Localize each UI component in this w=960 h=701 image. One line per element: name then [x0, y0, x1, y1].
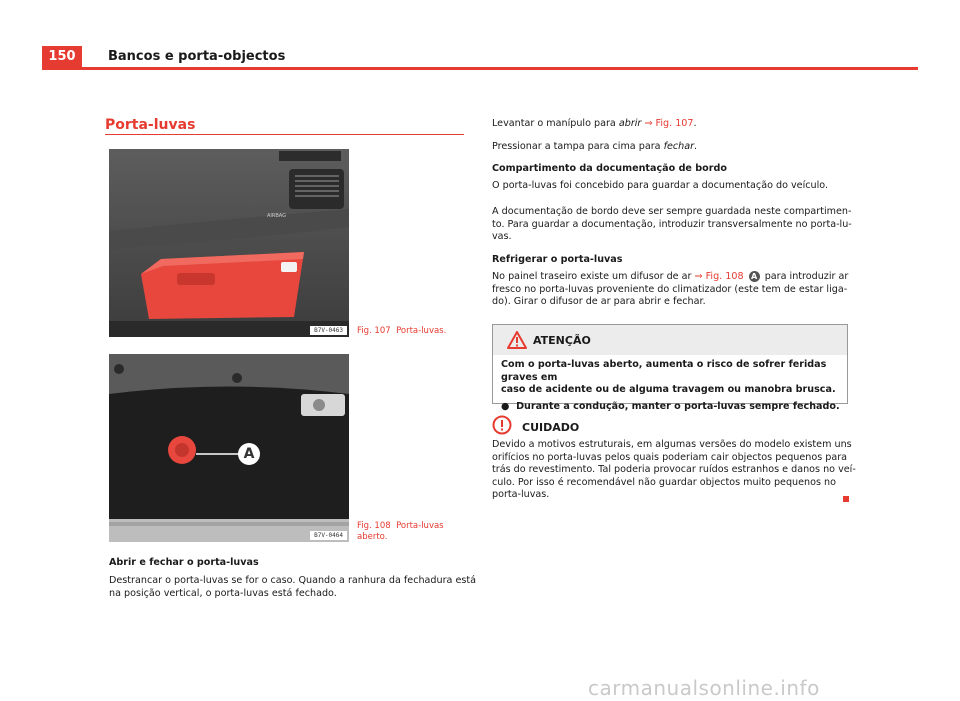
- figure-108-caption-line2: aberto.: [357, 532, 388, 542]
- instruction-close: [492, 141, 697, 154]
- figure-107-image: [109, 149, 349, 337]
- section-rule: [105, 134, 464, 135]
- documents-paragraph-2: [492, 206, 852, 244]
- warning-line: caso de acidente ou de alguma travagem ou manobra brusca.: [501, 384, 836, 396]
- text-run: No painel traseiro existe um difusor de ar: [492, 271, 695, 282]
- figure-107-link[interactable]: ⇒ Fig. 107: [644, 118, 694, 129]
- text-line: trás do revestimento. Tal poderia provocar ruídos estranhos e danos no veí-: [492, 464, 856, 476]
- text-line: culo. Por isso é recomendável não guardar objectos muito pequenos no: [492, 476, 836, 488]
- open-close-paragraph: [109, 575, 476, 600]
- text-line: vas.: [492, 231, 512, 243]
- figure-108-image: [109, 354, 349, 542]
- text-line: A documentação de bordo deve ser sempre guardada neste compartimen-: [492, 206, 852, 217]
- figure-108-link[interactable]: ⇒ Fig. 108: [694, 271, 744, 282]
- text-run: .: [693, 118, 697, 129]
- warning-triangle-icon: [507, 331, 527, 349]
- figure-107-caption: [357, 326, 446, 337]
- warning-header: [493, 325, 847, 355]
- text-line: orifícios no porta-luvas pelos quais poderiam cair objectos pequenos para: [492, 451, 848, 463]
- text-run: .: [694, 141, 698, 152]
- warning-body: [501, 359, 841, 413]
- text-emphasis: abrir: [618, 118, 642, 129]
- open-close-line: na posição vertical, o porta-luvas está fechado.: [109, 587, 337, 599]
- marker-a-badge: A: [238, 443, 260, 465]
- section-end-marker: [843, 496, 849, 502]
- caution-icon: [492, 415, 512, 435]
- documents-paragraph-1: O porta-luvas foi concebido para guardar a documentação do veículo.: [492, 180, 829, 191]
- warning-box: [492, 324, 848, 412]
- open-close-line: Destrancar o porta-luvas se for o caso. Quando a ranhura da fechadura está: [109, 575, 477, 586]
- text-line: Devido a motivos estruturais, em algumas versões do modelo existem uns: [492, 439, 852, 450]
- figure-107-label: Fig. 107: [357, 326, 391, 336]
- text-run: Pressionar a tampa para cima para: [492, 141, 664, 152]
- figure-108-caption: [357, 521, 444, 543]
- text-run: Levantar o manípulo para: [492, 118, 619, 129]
- caution-body: [492, 439, 856, 502]
- warning-line: Com o porta-luvas aberto, aumenta o risco de sofrer feridas graves em: [501, 359, 827, 383]
- glovebox-open-illustration: [109, 354, 349, 542]
- warning-bullet: ● Durante a condução, manter o porta-luvas sempre fechado.: [501, 400, 840, 412]
- text-run: para introduzir ar: [761, 271, 849, 282]
- airbag-label: AIRBAG: [267, 213, 287, 219]
- text-line: do). Girar o difusor de ar para abrir e fechar.: [492, 296, 706, 308]
- documents-heading: Compartimento da documentação de bordo: [492, 163, 727, 174]
- glovebox-closed-illustration: [109, 149, 349, 337]
- text-emphasis: fechar: [663, 141, 695, 152]
- figure-108-label: Fig. 108: [357, 521, 391, 531]
- warning-bullet-text: Durante a condução, manter o porta-luvas sempre fechado.: [516, 400, 840, 412]
- cooling-paragraph: [492, 271, 848, 309]
- text-line: fresco no porta-luvas proveniente do climatizador (este tem de estar liga-: [492, 283, 848, 295]
- text-line: [492, 271, 848, 284]
- watermark: carmanualsonline.info: [588, 676, 820, 700]
- cooling-heading: Refrigerar o porta-luvas: [492, 254, 623, 265]
- text-line: to. Para guardar a documentação, introduzir transversalmente no porta-lu-: [492, 218, 852, 230]
- caution-title: CUIDADO: [522, 421, 580, 434]
- figure-108-caption-line1: Porta-luvas: [396, 521, 444, 531]
- figure-107-caption-text: Porta-luvas.: [396, 326, 447, 336]
- figure-108-code: B7V-0464: [310, 531, 347, 540]
- open-close-heading: Abrir e fechar o porta-luvas: [109, 557, 259, 568]
- text-line: porta-luvas.: [492, 489, 550, 501]
- marker-a-inline: A: [749, 271, 760, 282]
- section-title: Porta-luvas: [105, 117, 196, 133]
- instruction-open: [492, 118, 697, 131]
- warning-title: ATENÇÃO: [533, 334, 591, 347]
- chapter-title: Bancos e porta-objectos: [108, 49, 286, 64]
- header-rule: [42, 67, 918, 70]
- figure-107-code: B7V-0463: [310, 326, 347, 335]
- page-number: 150: [42, 46, 82, 68]
